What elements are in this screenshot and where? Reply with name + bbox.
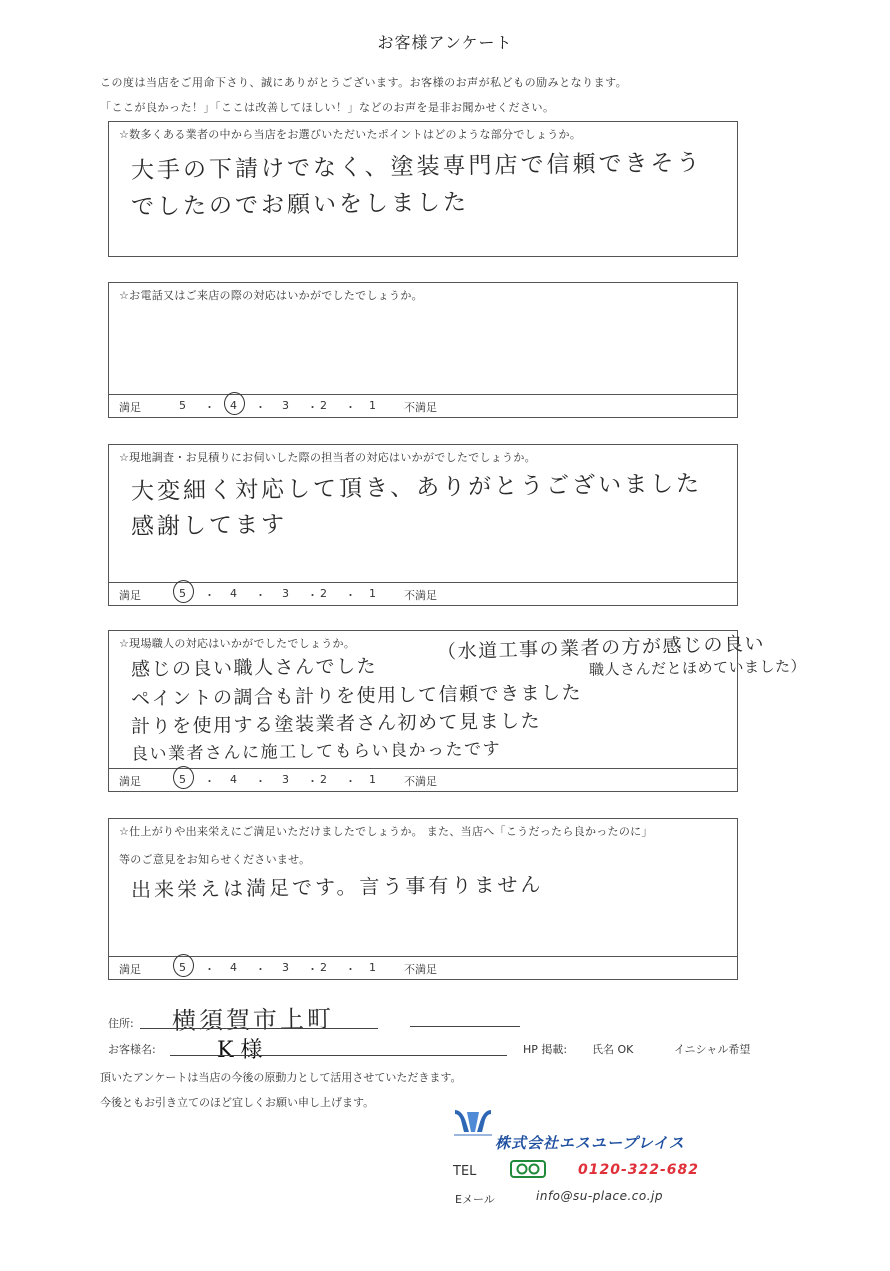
rating-selected-circle bbox=[173, 580, 194, 603]
rating-value-2: 2 bbox=[320, 587, 327, 600]
rating-value-4: 4 bbox=[230, 961, 237, 974]
customer-name-value: K 様 bbox=[217, 1038, 263, 1063]
handwritten-answer-line: 感じの良い職人さんでした bbox=[130, 655, 378, 681]
handwritten-answer-line: 感謝してます bbox=[130, 511, 288, 541]
rating-value-1: 1 bbox=[369, 773, 376, 786]
rating-right-label: 不満足 bbox=[404, 963, 437, 976]
rating-left-label: 満足 bbox=[119, 963, 141, 976]
question-text: ☆数多くある業者の中から当店をお選びいただいたポイントはどのような部分でしょうか。 bbox=[119, 128, 582, 141]
question-box-3 bbox=[108, 444, 738, 606]
rating-separator: ・ bbox=[204, 963, 215, 976]
intro-line-1: この度は当店をご用命下さり、誠にありがとうございます。お客様のお声が私どもの励みとなります。 bbox=[100, 76, 628, 89]
question-box-4 bbox=[108, 630, 807, 792]
rating-value-5: 5 bbox=[179, 399, 186, 412]
phone-number: 0120-322-682 bbox=[578, 1162, 700, 1178]
rating-right-label: 不満足 bbox=[404, 775, 437, 788]
rating-selected-circle bbox=[224, 392, 245, 415]
question-text: ☆現地調査・お見積りにお伺いした際の担当者の対応はいかがでしたでしょうか。 bbox=[119, 451, 536, 464]
rating-selected-circle bbox=[173, 954, 194, 977]
handwritten-answer-line: 大手の下請けでなく、塗装専門店で信頼できそう bbox=[130, 150, 703, 184]
hp-option-name-ok: 氏名 OK bbox=[592, 1043, 634, 1056]
question-text: ☆お電話又はご来店の際の対応はいかがでしたでしょうか。 bbox=[119, 289, 423, 302]
tel-label: TEL bbox=[453, 1164, 477, 1179]
rating-selected-circle bbox=[173, 766, 194, 789]
rating-value-5: 5 bbox=[179, 773, 186, 786]
intro-line-2: 「ここが良かった！」「ここは改善してほしい！」などのお声を是非お聞かせください。 bbox=[100, 101, 555, 114]
rating-value-1: 1 bbox=[369, 399, 376, 412]
question-box-1 bbox=[108, 121, 738, 257]
email-address: info@su-place.co.jp bbox=[536, 1189, 663, 1203]
rating-separator: ・ bbox=[255, 401, 266, 414]
rating-value-4: 4 bbox=[230, 587, 237, 600]
handwritten-answer-line: 大変細く対応して頂き、ありがとうございました bbox=[130, 471, 703, 505]
address-underline bbox=[140, 1028, 378, 1029]
rating-row bbox=[109, 394, 737, 417]
closing-line-2: 今後ともお引き立てのほど宜しくお願い申し上げます。 bbox=[100, 1096, 375, 1109]
question-text-line-2: 等のご意見をお知らせくださいませ。 bbox=[119, 853, 311, 866]
address-value: 横須賀市上町 bbox=[171, 1004, 335, 1036]
rating-separator: ・ bbox=[307, 589, 318, 602]
rating-value-3: 3 bbox=[282, 961, 289, 974]
rating-value-1: 1 bbox=[369, 961, 376, 974]
rating-row bbox=[109, 768, 737, 791]
hp-option-initial: イニシャル希望 bbox=[674, 1043, 751, 1056]
rating-separator: ・ bbox=[345, 401, 356, 414]
rating-separator: ・ bbox=[307, 963, 318, 976]
rating-value-4: 4 bbox=[230, 399, 237, 412]
handwritten-answer-line: 良い業者さんに施工してもらい良かったです bbox=[130, 739, 502, 765]
question-box-5 bbox=[108, 818, 738, 980]
customer-name-label: お客様名: bbox=[108, 1043, 156, 1056]
address-label: 住所: bbox=[108, 1017, 134, 1030]
rating-separator: ・ bbox=[255, 589, 266, 602]
rating-separator: ・ bbox=[255, 963, 266, 976]
hp-label: HP 掲載: bbox=[523, 1043, 568, 1056]
freedial-icon bbox=[510, 1160, 546, 1178]
closing-line-1: 頂いたアンケートは当店の今後の原動力として活用させていただきます。 bbox=[100, 1071, 462, 1084]
company-logo-icon bbox=[452, 1108, 494, 1138]
rating-left-label: 満足 bbox=[119, 775, 141, 788]
rating-value-4: 4 bbox=[230, 773, 237, 786]
rating-value-5: 5 bbox=[179, 961, 186, 974]
rating-value-1: 1 bbox=[369, 587, 376, 600]
rating-value-3: 3 bbox=[282, 587, 289, 600]
rating-left-label: 満足 bbox=[119, 401, 141, 414]
rating-value-3: 3 bbox=[282, 399, 289, 412]
handwritten-note-line: 職人さんだとほめていました） bbox=[588, 657, 807, 679]
rating-row bbox=[109, 956, 737, 979]
rating-value-2: 2 bbox=[320, 773, 327, 786]
name-underline-extension bbox=[362, 1055, 507, 1056]
company-name: 株式会社エスユープレイス bbox=[495, 1134, 685, 1152]
rating-separator: ・ bbox=[307, 775, 318, 788]
rating-right-label: 不満足 bbox=[404, 401, 437, 414]
survey-title: お客様アンケート bbox=[377, 33, 513, 52]
rating-separator: ・ bbox=[345, 775, 356, 788]
rating-separator: ・ bbox=[204, 589, 215, 602]
rating-separator: ・ bbox=[307, 401, 318, 414]
handwritten-answer-line: 出来栄えは満足です。言う事有りません bbox=[130, 872, 544, 902]
rating-value-2: 2 bbox=[320, 961, 327, 974]
handwritten-answer-line: でしたのでお願いをしました bbox=[130, 189, 470, 221]
rating-value-3: 3 bbox=[282, 773, 289, 786]
handwritten-answer-line: 計りを使用する塗装業者さん初めて見ました bbox=[130, 710, 542, 738]
question-text: ☆現場職人の対応はいかがでしたでしょうか。 bbox=[119, 637, 356, 650]
email-label: Eメール bbox=[455, 1193, 495, 1206]
rating-value-2: 2 bbox=[320, 399, 327, 412]
question-box-2 bbox=[108, 282, 738, 418]
rating-right-label: 不満足 bbox=[404, 589, 437, 602]
name-underline bbox=[170, 1055, 362, 1056]
rating-separator: ・ bbox=[204, 775, 215, 788]
rating-separator: ・ bbox=[345, 589, 356, 602]
rating-left-label: 満足 bbox=[119, 589, 141, 602]
handwritten-note-line: （水道工事の業者の方が感じの良い bbox=[436, 632, 766, 664]
rating-separator: ・ bbox=[345, 963, 356, 976]
rating-value-5: 5 bbox=[179, 587, 186, 600]
rating-row bbox=[109, 582, 737, 605]
handwritten-answer-line: ペイントの調合も計りを使用して信頼できました bbox=[130, 681, 583, 711]
rating-separator: ・ bbox=[204, 401, 215, 414]
question-text: ☆仕上がりや出来栄えにご満足いただけましたでしょうか。 また、当店へ「こうだったら良かったのに」 bbox=[119, 825, 653, 838]
rating-separator: ・ bbox=[255, 775, 266, 788]
blank-underline bbox=[410, 1026, 520, 1027]
